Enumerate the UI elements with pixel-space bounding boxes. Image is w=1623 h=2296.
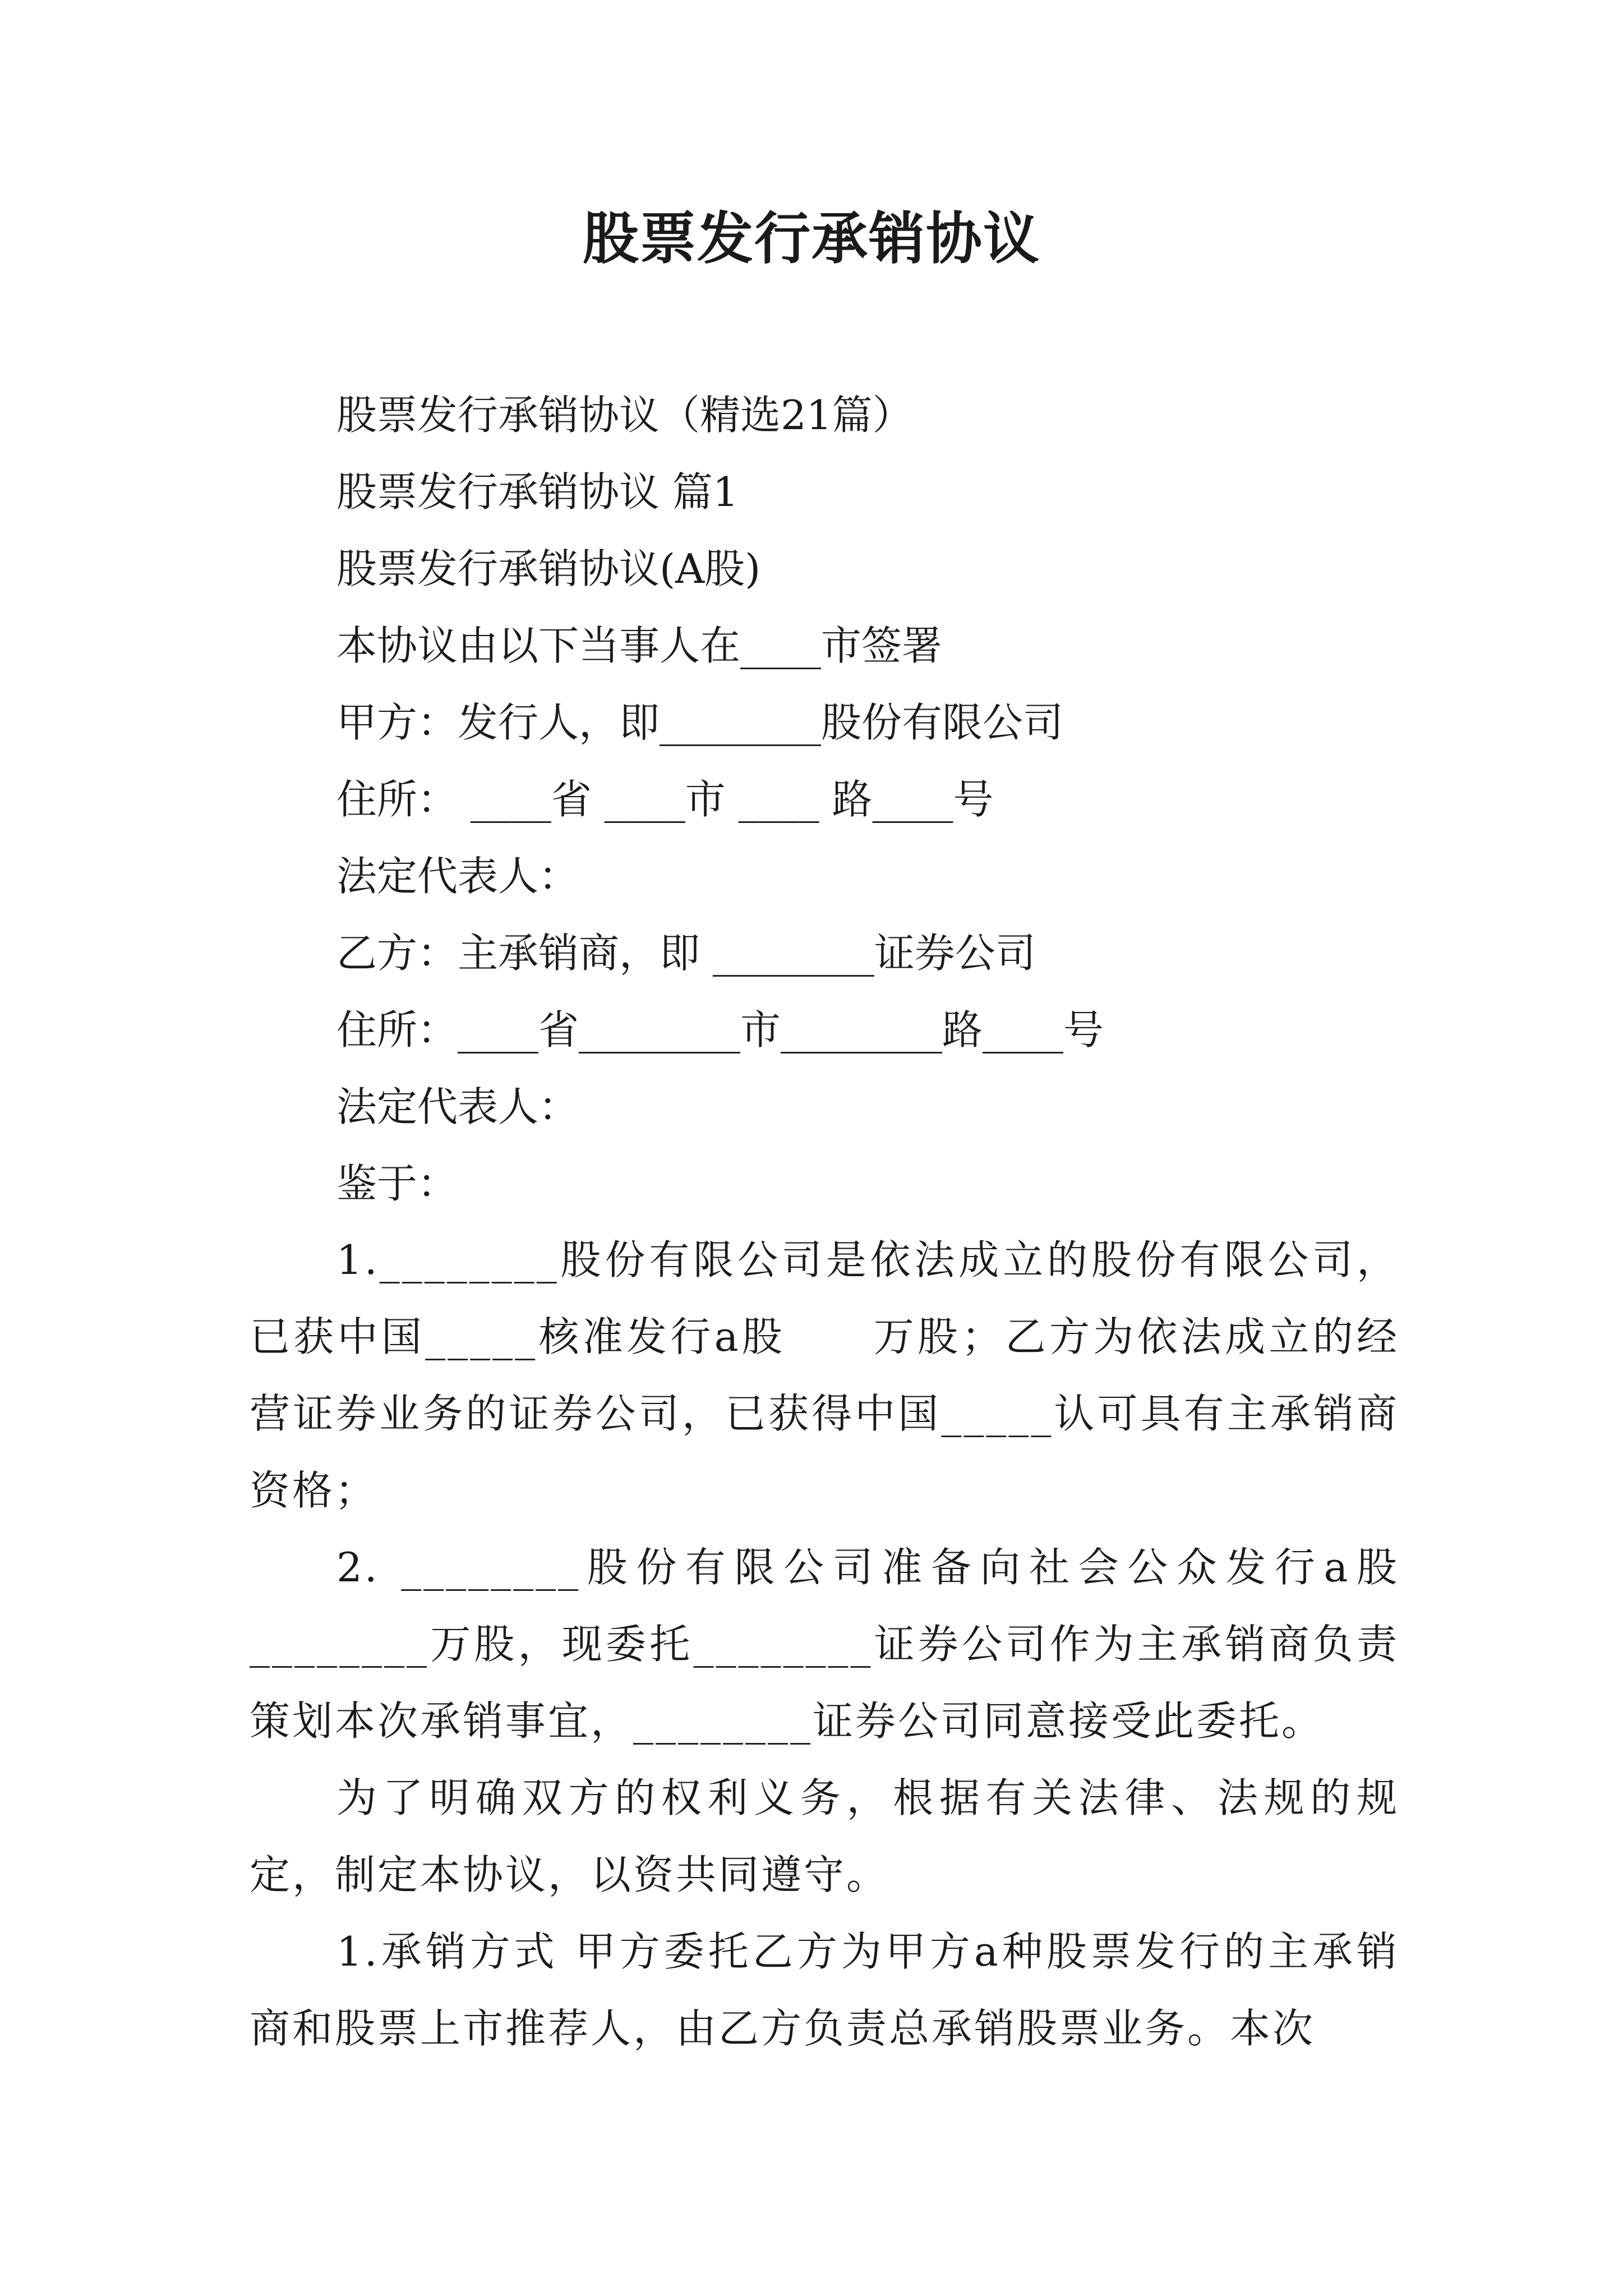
recital-paragraph-2: 2. ________股份有限公司准备向社会公众发行a股________万股，现委托________证券公司作为主承销商负责策划本次承销事宜，________证券公司同意接受此委托。: [250, 1544, 1399, 1745]
party-b-line: 乙方：主承销商，即 ________证券公司: [336, 930, 1036, 977]
party-a-line: 甲方：发行人，即________股份有限公司: [336, 699, 1064, 746]
subtitle-line: 股票发行承销协议（精选21篇）: [336, 392, 913, 439]
party-b-representative-line: 法定代表人：: [336, 1083, 579, 1130]
section-heading: 股票发行承销协议 篇1: [336, 468, 739, 516]
purpose-paragraph: 为了明确双方的权利义务，根据有关法律、法规的规定，制定本协议，以资共同遵守。: [250, 1774, 1399, 1898]
agreement-name: 股票发行承销协议(A股): [336, 545, 761, 592]
signing-place-line: 本协议由以下当事人在____市签署: [336, 622, 943, 669]
party-a-representative-line: 法定代表人：: [336, 853, 579, 900]
party-a-address-line: 住所： ____省 ____市 ____ 路____号: [336, 776, 994, 823]
party-b-address-line: 住所：____省________市________路____号: [336, 1006, 1104, 1053]
whereas-line: 鉴于：: [336, 1160, 458, 1207]
recital-paragraph-1: 1.________股份有限公司是依法成立的股份有限公司，已获中国_____核准发行a股 万股；乙方为依法成立的经营证券业务的证券公司，已获得中国_____认可具有主承销商资格；: [250, 1236, 1399, 1514]
underwriting-method-paragraph: 1.承销方式 甲方委托乙方为甲方a种股票发行的主承销商和股票上市推荐人，由乙方负责总承销股票业务。本次: [250, 1928, 1399, 2052]
page-title: 股票发行承销协议: [583, 205, 1040, 272]
